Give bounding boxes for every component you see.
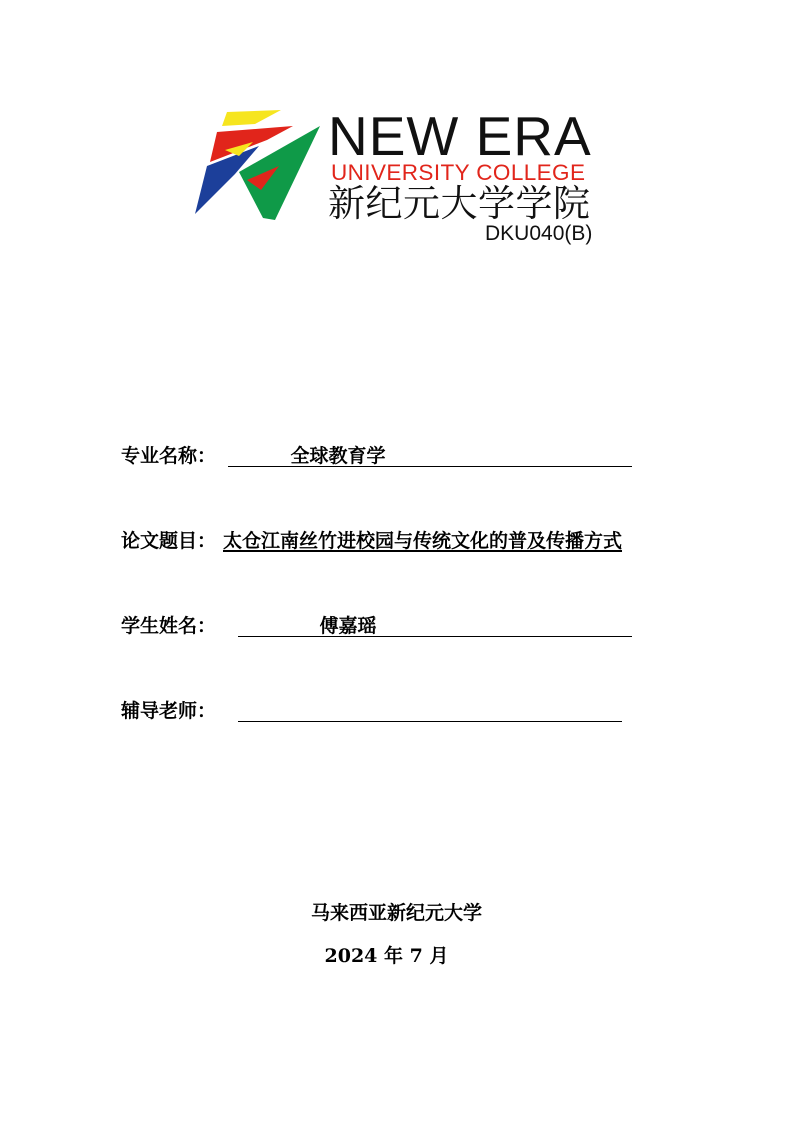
logo-chinese-name: 新纪元大学学院: [328, 182, 591, 225]
major-value: 全球教育学: [290, 445, 386, 467]
university-logo: [195, 105, 595, 250]
student-value: 傅嘉瑶: [319, 615, 377, 637]
topic-value: 太仓江南丝竹进校园与传统文化的普及传播方式: [223, 530, 623, 552]
advisor-underline: [238, 721, 622, 722]
logo-mark-icon: [195, 110, 320, 222]
logo-subtitle: UNIVERSITY COLLEGE: [331, 160, 586, 185]
submission-date: 2024 年 7 月: [324, 945, 449, 967]
university-name: 马来西亚新纪元大学: [310, 902, 482, 924]
logo-name: NEW ERA: [328, 105, 592, 167]
major-label: 专业名称：: [121, 445, 217, 467]
topic-label: 论文题目：: [121, 530, 217, 552]
student-label: 学生姓名：: [121, 615, 217, 637]
advisor-label: 辅导老师：: [121, 700, 217, 722]
logo-code: DKU040(B): [485, 222, 593, 245]
